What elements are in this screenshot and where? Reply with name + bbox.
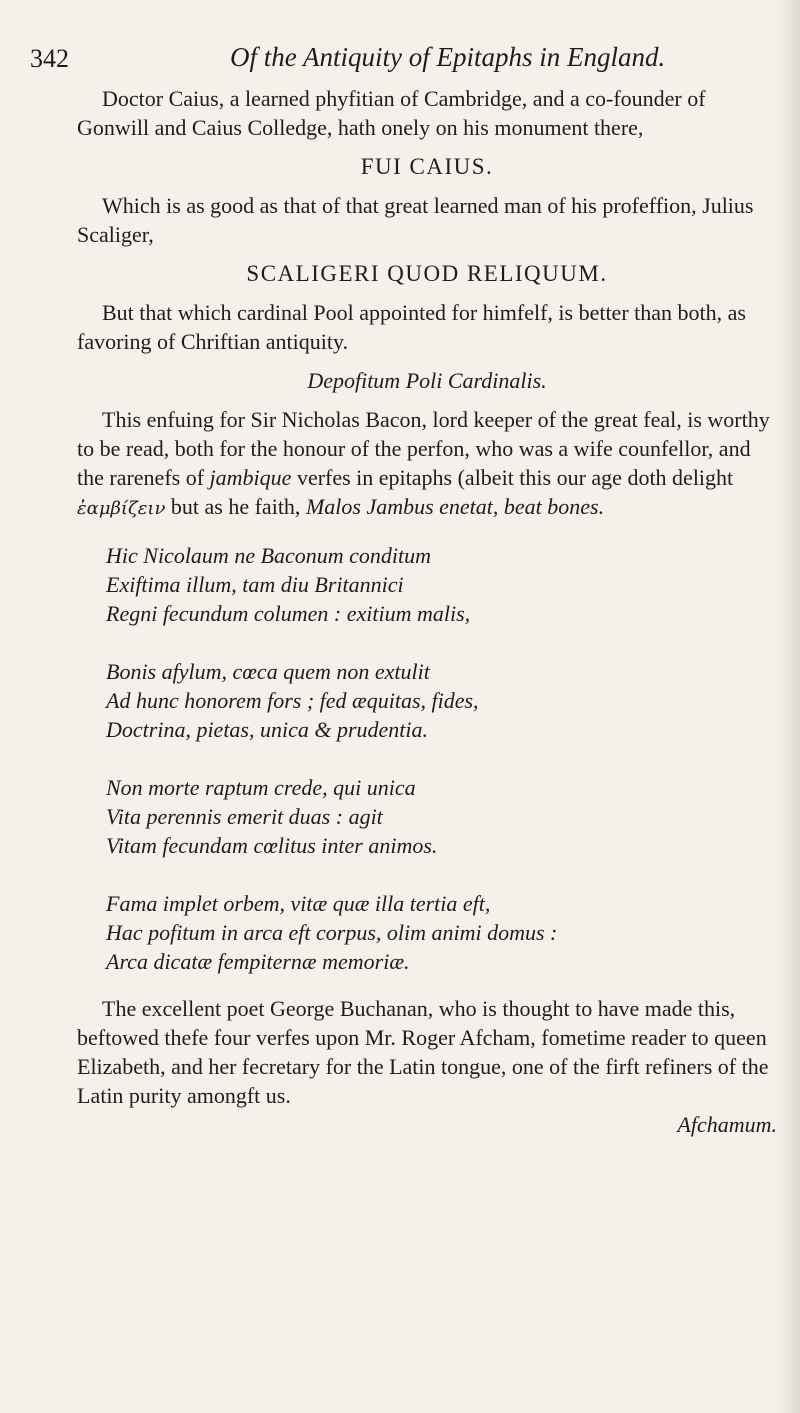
verse-line: Hac pofitum in arca eft corpus, olim animi domus : bbox=[106, 920, 558, 945]
page-number: 342 bbox=[30, 44, 69, 73]
verse-line: Regni fecundum columen : exitium malis, bbox=[106, 601, 471, 626]
paragraph-pole: But that which cardinal Pool appointed for himfelf, is better than both, as favoring of Chriftian antiquity. bbox=[77, 300, 746, 354]
verse-line: Hic Nicolaum ne Baconum conditum bbox=[106, 543, 432, 568]
page-header bbox=[30, 42, 770, 82]
verse-line: Ad hunc honorem fors ; fed æquitas, fides, bbox=[106, 688, 479, 713]
page-body bbox=[77, 84, 777, 1139]
paragraph-bacon-lead: This enfuing for Sir Nicholas Bacon, lord keeper of the great feal, is worthy to be read, both for the honour of the perfon, who was a wife counfellor, and the rarenefs of bbox=[77, 407, 770, 490]
verse-line: Bonis afylum, cœca quem non extulit bbox=[106, 659, 430, 684]
bacon-epitaph-verses bbox=[106, 541, 777, 976]
verse-line: Arca dicatæ fempiternæ memoriæ. bbox=[106, 949, 410, 974]
paragraph-scaliger: Which is as good as that of that great learned man of his profeffion, Julius Scaliger, bbox=[77, 193, 754, 247]
paragraph-bacon-tail: but as he faith, bbox=[170, 494, 301, 519]
word-jambique: jambique bbox=[209, 465, 292, 490]
greek-word: ἐαμβίζειν bbox=[77, 498, 166, 519]
page-gutter-shadow bbox=[778, 0, 800, 1413]
verse-line: Fama implet orbem, vitæ quæ illa tertia eft, bbox=[106, 891, 491, 916]
epitaph-scaliger: SCALIGERI QUOD RELIQUUM. bbox=[246, 261, 608, 286]
catchword: Afchamum. bbox=[677, 1112, 777, 1137]
paragraph-bacon-mid: verfes in epitaphs (albeit this our age doth delight bbox=[296, 465, 734, 490]
epitaph-pole: Depofitum Poli Cardinalis. bbox=[307, 368, 547, 393]
paragraph-buchanan: The excellent poet George Buchanan, who is thought to have made this, beftowed thefe four verfes upon Mr. Roger Afcham, fometime reader to queen Elizabeth, and her fecretary for the Latin tongue, one of the firft refiners of the Latin purity amongft us. bbox=[77, 996, 769, 1108]
paragraph-caius: Doctor Caius, a learned phyfitian of Cambridge, and a co-founder of Gonwill and Caius Colledge, hath onely on his monument there, bbox=[77, 86, 706, 140]
verse-line: Vitam fecundam cœlitus inter animos. bbox=[106, 833, 438, 858]
running-title: Of the Antiquity of Epitaphs in England. bbox=[230, 42, 666, 72]
verse-stanza-3 bbox=[106, 773, 777, 860]
paragraph-bacon bbox=[77, 405, 777, 523]
verse-line: Vita perennis emerit duas : agit bbox=[106, 804, 383, 829]
latin-quote: Malos Jambus enetat, beat bones. bbox=[305, 494, 605, 519]
verse-stanza-2 bbox=[106, 657, 777, 744]
verse-stanza-1 bbox=[106, 541, 777, 628]
epitaph-caius: FUI CAIUS. bbox=[360, 154, 494, 179]
verse-line: Non morte raptum crede, qui unica bbox=[106, 775, 416, 800]
verse-line: Exiftima illum, tam diu Britannici bbox=[106, 572, 404, 597]
verse-stanza-4 bbox=[106, 889, 777, 976]
verse-line: Doctrina, pietas, unica & prudentia. bbox=[106, 717, 429, 742]
